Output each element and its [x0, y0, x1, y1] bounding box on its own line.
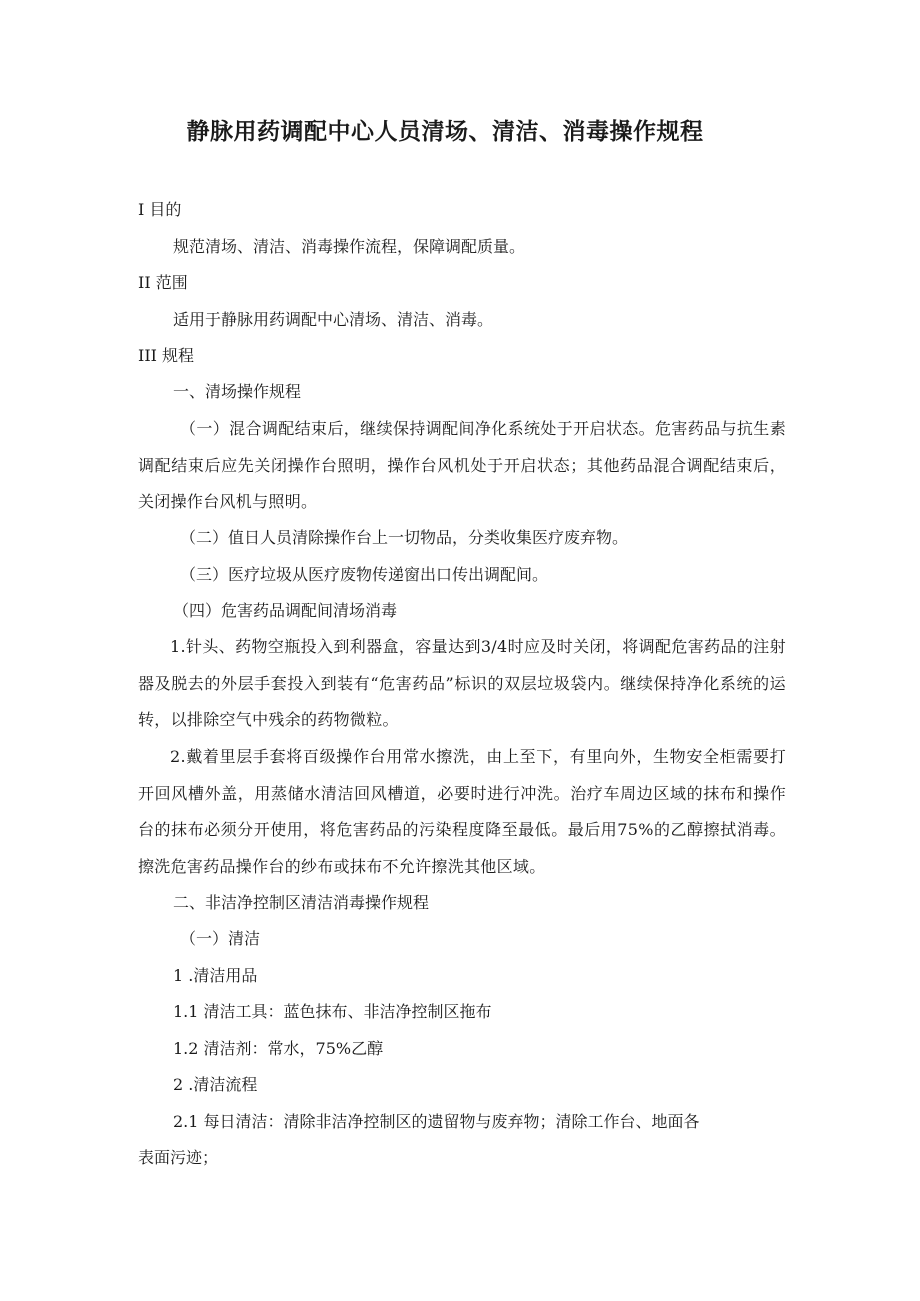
clearance-item-1: （一）混合调配结束后，继续保持调配间净化系统处于开启状态。危害药品与抗生素调配结束后应先关闭操作台照明，操作台风机处于开启状态；其他药品混合调配结束后，关闭操作台风机与照明。	[138, 419, 786, 511]
clearance-item-2: （二）值日人员清除操作台上一切物品，分类收集医疗废弃物。	[180, 528, 629, 547]
clearance-item-3: （三）医疗垃圾从医疗废物传递窗出口传出调配间。	[180, 565, 549, 584]
scope-text: 适用于静脉用药调配中心清场、清洁、消毒。	[173, 310, 494, 329]
cleaning-heading: 二、非洁净控制区清洁消毒操作规程	[173, 893, 430, 912]
page-title: 静脉用药调配中心人员清场、清洁、消毒操作规程	[186, 119, 704, 145]
cleaning-process-heading: 2 .清洁流程	[173, 1075, 258, 1094]
cleaning-supplies-heading: 1 .清洁用品	[173, 966, 258, 985]
clearance-item-4-1: 1.针头、药物空瓶投入到利器盒，容量达到3/4时应及时关闭，将调配危害药品的注射器及脱去的外层手套投入到装有“危害药品”标识的双层垃圾袋内。继续保持净化系统的运转，以排除空气中残余的药物微粒。	[138, 637, 786, 729]
clearance-item-4-2: 2.戴着里层手套将百级操作台用常水擦洗，由上至下，有里向外，生物安全柜需要打开回风槽外盖，用蒸储水清洁回风槽道，必要时进行冲洗。治疗车周边区域的抹布和操作台的抹布必须分开使用，将危害药品的污染程度降至最低。最后用75%的乙醇擦拭消毒。擦洗危害药品操作台的纱布或抹布不允许擦洗其他区域。	[138, 747, 786, 876]
cleaning-tools: 1.1 清洁工具：蓝色抹布、非洁净控制区拖布	[173, 1002, 492, 1021]
cleaning-subheading: （一）清洁	[180, 929, 261, 948]
procedure-heading: III 规程	[138, 346, 195, 365]
clearance-item-4-heading: （四）危害药品调配间清场消毒	[173, 601, 398, 620]
cleaning-agents: 1.2 清洁剂：常水，75%乙醇	[173, 1039, 384, 1058]
daily-cleaning-line-1: 2.1 每日清洁：清除非洁净控制区的遗留物与废弃物；清除工作台、地面各	[173, 1112, 700, 1131]
scope-heading: II 范围	[138, 273, 188, 292]
daily-cleaning-line-2: 表面污迹；	[138, 1148, 219, 1167]
clearance-heading: 一、清场操作规程	[173, 382, 302, 401]
purpose-text: 规范清场、清洁、消毒操作流程，保障调配质量。	[173, 237, 526, 256]
purpose-heading: I 目的	[138, 200, 182, 219]
